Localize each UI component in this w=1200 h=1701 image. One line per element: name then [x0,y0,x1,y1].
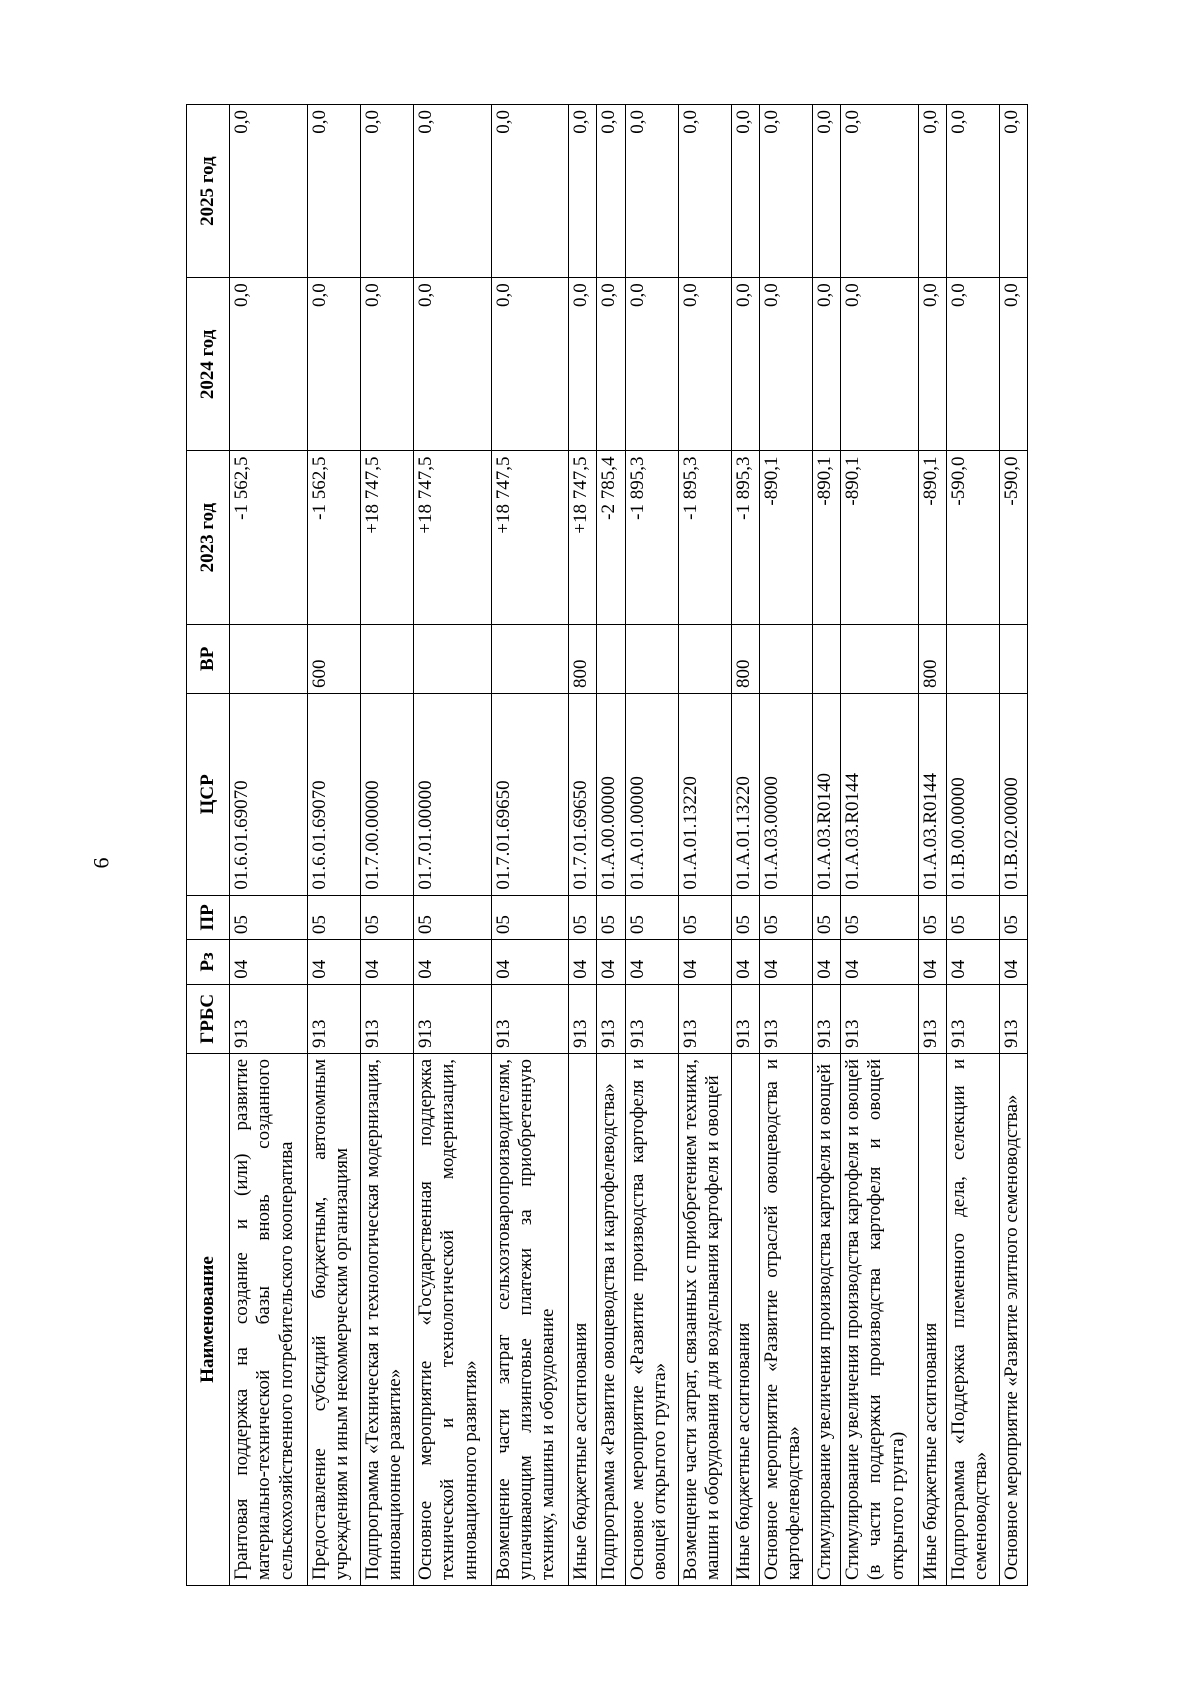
row-rz: 04 [946,940,999,985]
row-vr [812,624,840,693]
table-row [569,105,597,1586]
row-grbs: 913 [491,984,569,1053]
row-rz: 04 [678,940,731,985]
header-vr: ВР [187,624,230,693]
row-2025: 0,0 [999,105,1027,278]
row-2024: 0,0 [491,278,569,451]
row-2024: 0,0 [999,278,1027,451]
row-rz: 04 [999,940,1027,985]
row-vr [840,624,918,693]
table-row [491,105,569,1586]
header-pr: ПР [187,895,230,940]
row-csr: 01.7.00.00000 [360,693,413,895]
row-rz: 04 [230,940,308,985]
row-2025: 0,0 [569,105,597,278]
row-grbs: 913 [946,984,999,1053]
row-name: Стимулирование увеличения производства картофеля и овощей (в части поддержки производства картофеля и овощей открытого грунта) [840,1053,918,1585]
table-row [999,105,1027,1586]
row-vr [597,624,625,693]
row-grbs: 913 [759,984,812,1053]
row-2025: 0,0 [307,105,360,278]
row-name: Основное мероприятие «Развитие элитного семеноводства» [999,1053,1027,1585]
table-row [307,105,360,1586]
row-2025: 0,0 [597,105,625,278]
row-pr: 05 [812,895,840,940]
row-pr: 05 [678,895,731,940]
row-pr: 05 [999,895,1027,940]
row-2025: 0,0 [678,105,731,278]
row-2023: -1 895,3 [731,451,759,624]
row-grbs: 913 [918,984,946,1053]
row-pr: 05 [625,895,678,940]
row-2025: 0,0 [491,105,569,278]
table-row [230,105,308,1586]
row-vr [625,624,678,693]
row-2024: 0,0 [360,278,413,451]
row-csr: 01.А.01.13220 [731,693,759,895]
row-grbs: 913 [569,984,597,1053]
row-2024: 0,0 [918,278,946,451]
row-name: Основное мероприятие «Развитие отраслей овощеводства и картофелеводства» [759,1053,812,1585]
row-name: Предоставление субсидий бюджетным, автономным учреждениям и иным некоммерческим организациям [307,1053,360,1585]
row-pr: 05 [840,895,918,940]
row-rz: 04 [731,940,759,985]
row-2023: -890,1 [840,451,918,624]
header-grbs: ГРБС [187,984,230,1053]
row-name: Подпрограмма «Развитие овощеводства и картофелеводства» [597,1053,625,1585]
row-rz: 04 [812,940,840,985]
row-pr: 05 [731,895,759,940]
row-grbs: 913 [413,984,491,1053]
row-pr: 05 [759,895,812,940]
row-2024: 0,0 [946,278,999,451]
row-name: Стимулирование увеличения производства картофеля и овощей [812,1053,840,1585]
row-name: Грантовая поддержка на создание и (или) развитие материально-технической базы вновь созданного сельскохозяйственного потребительского кооператива [230,1053,308,1585]
row-rz: 04 [307,940,360,985]
table-container [186,104,1028,1586]
row-2023: -890,1 [812,451,840,624]
row-vr [678,624,731,693]
row-2023: +18 747,5 [413,451,491,624]
row-grbs: 913 [625,984,678,1053]
row-csr: 01.А.00.00000 [597,693,625,895]
row-pr: 05 [946,895,999,940]
row-2025: 0,0 [918,105,946,278]
row-2023: -590,0 [999,451,1027,624]
row-csr: 01.А.03.00000 [759,693,812,895]
row-pr: 05 [597,895,625,940]
row-2023: -1 895,3 [625,451,678,624]
row-pr: 05 [230,895,308,940]
table-row [413,105,491,1586]
row-2024: 0,0 [678,278,731,451]
row-2025: 0,0 [759,105,812,278]
row-2024: 0,0 [812,278,840,451]
row-vr [999,624,1027,693]
row-grbs: 913 [731,984,759,1053]
row-csr: 01.7.01.00000 [413,693,491,895]
row-grbs: 913 [999,984,1027,1053]
table-row [360,105,413,1586]
row-vr: 800 [569,624,597,693]
header-rz: Рз [187,940,230,985]
row-2025: 0,0 [413,105,491,278]
table-row [840,105,918,1586]
row-grbs: 913 [360,984,413,1053]
row-grbs: 913 [840,984,918,1053]
table-body [230,105,1028,1586]
header-name: Наименование [187,1053,230,1585]
row-name: Возмещение части затрат, связанных с приобретением техники, машин и оборудования для возделывания картофеля и овощей [678,1053,731,1585]
row-pr: 05 [491,895,569,940]
budget-table [186,104,1028,1586]
row-csr: 01.А.01.13220 [678,693,731,895]
row-2025: 0,0 [946,105,999,278]
row-2023: +18 747,5 [491,451,569,624]
row-csr: 01.7.01.69650 [491,693,569,895]
header-2023: 2023 год [187,451,230,624]
row-pr: 05 [413,895,491,940]
row-rz: 04 [625,940,678,985]
row-grbs: 913 [230,984,308,1053]
row-2023: -890,1 [759,451,812,624]
row-rz: 04 [918,940,946,985]
table-header-row [187,105,230,1586]
row-vr [360,624,413,693]
row-2024: 0,0 [230,278,308,451]
row-2023: +18 747,5 [360,451,413,624]
row-csr: 01.А.03.R0144 [840,693,918,895]
row-rz: 04 [413,940,491,985]
row-2023: -2 785,4 [597,451,625,624]
row-grbs: 913 [597,984,625,1053]
row-vr [946,624,999,693]
row-2024: 0,0 [625,278,678,451]
row-2023: -1 562,5 [230,451,308,624]
row-vr: 800 [918,624,946,693]
row-rz: 04 [491,940,569,985]
row-name: Основное мероприятие «Развитие производства картофеля и овощей открытого грунта» [625,1053,678,1585]
row-csr: 01.6.01.69070 [230,693,308,895]
row-2025: 0,0 [731,105,759,278]
row-name: Подпрограмма «Поддержка племенного дела, селекции и семеноводства» [946,1053,999,1585]
row-name: Подпрограмма «Техническая и технологическая модернизация, инновационное развитие» [360,1053,413,1585]
row-rz: 04 [597,940,625,985]
row-rz: 04 [759,940,812,985]
row-2024: 0,0 [759,278,812,451]
row-2025: 0,0 [625,105,678,278]
row-2023: -1 895,3 [678,451,731,624]
row-rz: 04 [840,940,918,985]
table-row [946,105,999,1586]
row-2025: 0,0 [840,105,918,278]
row-vr: 600 [307,624,360,693]
header-csr: ЦСР [187,693,230,895]
row-2024: 0,0 [413,278,491,451]
row-grbs: 913 [812,984,840,1053]
row-csr: 01.А.03.R0140 [812,693,840,895]
row-csr: 01.7.01.69650 [569,693,597,895]
row-vr [491,624,569,693]
row-pr: 05 [569,895,597,940]
row-name: Иные бюджетные ассигнования [731,1053,759,1585]
row-csr: 01.А.03.R0144 [918,693,946,895]
table-row [812,105,840,1586]
row-2023: -890,1 [918,451,946,624]
page-number: 6 [88,857,114,869]
row-2023: +18 747,5 [569,451,597,624]
row-2024: 0,0 [597,278,625,451]
row-2024: 0,0 [840,278,918,451]
row-2025: 0,0 [812,105,840,278]
row-vr [413,624,491,693]
row-vr [759,624,812,693]
row-2024: 0,0 [307,278,360,451]
table-row [731,105,759,1586]
row-2023: -590,0 [946,451,999,624]
row-2025: 0,0 [360,105,413,278]
row-csr: 01.6.01.69070 [307,693,360,895]
table-row [678,105,731,1586]
header-2024: 2024 год [187,278,230,451]
row-pr: 05 [360,895,413,940]
row-rz: 04 [360,940,413,985]
table-row [625,105,678,1586]
row-name: Иные бюджетные ассигнования [918,1053,946,1585]
row-pr: 05 [307,895,360,940]
row-vr [230,624,308,693]
row-name: Иные бюджетные ассигнования [569,1053,597,1585]
row-name: Основное мероприятие «Государственная поддержка технической и технологической модернизации, инновационного развития» [413,1053,491,1585]
row-pr: 05 [918,895,946,940]
row-csr: 01.В.00.00000 [946,693,999,895]
table-row [759,105,812,1586]
row-grbs: 913 [307,984,360,1053]
row-2025: 0,0 [230,105,308,278]
header-2025: 2025 год [187,105,230,278]
row-2024: 0,0 [731,278,759,451]
row-csr: 01.А.01.00000 [625,693,678,895]
row-2023: -1 562,5 [307,451,360,624]
row-vr: 800 [731,624,759,693]
row-grbs: 913 [678,984,731,1053]
row-rz: 04 [569,940,597,985]
row-csr: 01.В.02.00000 [999,693,1027,895]
row-2024: 0,0 [569,278,597,451]
table-row [597,105,625,1586]
row-name: Возмещение части затрат сельхозтоваропроизводителям, уплачивающим лизинговые платежи за приобретенную технику, машины и оборудование [491,1053,569,1585]
table-row [918,105,946,1586]
